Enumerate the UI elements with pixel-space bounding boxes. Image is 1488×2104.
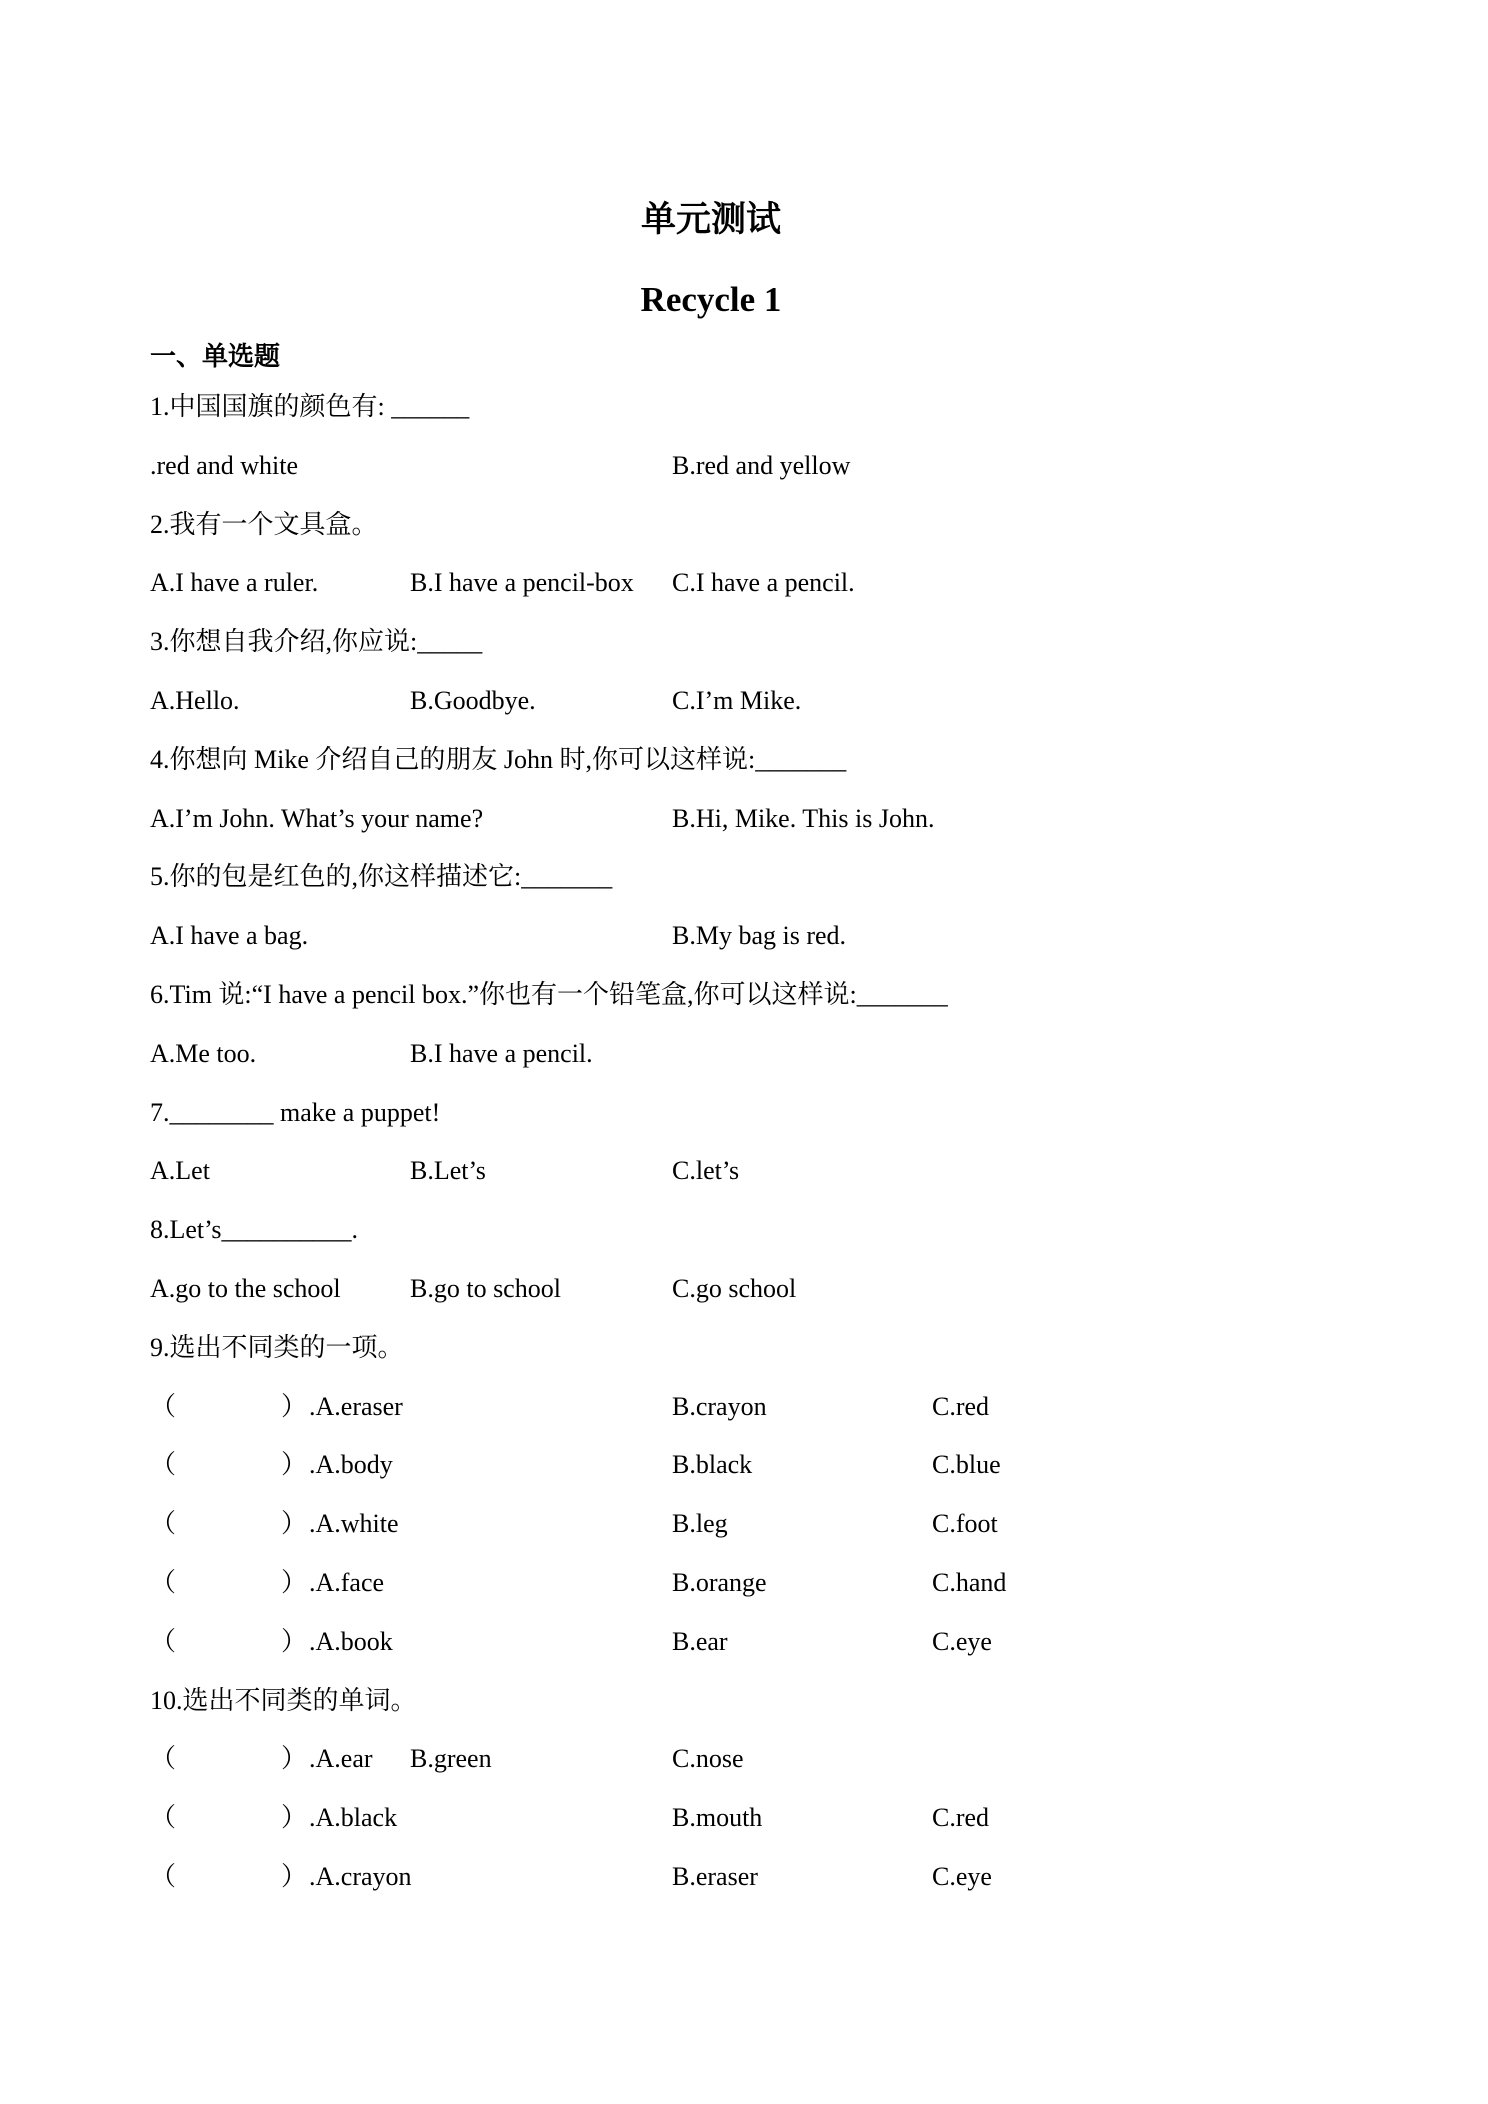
answer-option: C.eye <box>932 1626 992 1656</box>
answer-item-row <box>150 1613 1338 1672</box>
answer-item-row <box>150 1495 1338 1554</box>
answer-option: C.go school <box>672 1273 797 1303</box>
options-row <box>150 672 1338 731</box>
question-row <box>150 378 1338 437</box>
answer-option: .A.book <box>309 1626 393 1656</box>
answer-option: B.My bag is red. <box>672 921 847 951</box>
question-prompt: 6.Tim 说:“I have a pencil box.”你也有一个铅笔盒,你可以这样说:_______ <box>150 979 948 1009</box>
answer-option: .A.white <box>309 1509 399 1539</box>
question-row <box>150 1672 1338 1731</box>
answer-item-row <box>150 1789 1338 1848</box>
answer-option: B.I have a pencil. <box>410 1038 593 1068</box>
answer-option: B.crayon <box>672 1391 767 1421</box>
answer-option: A.I’m John. What’s your name? <box>150 803 484 833</box>
answer-bracket-open: （ <box>150 1861 177 1891</box>
answer-item-row <box>150 1848 1338 1907</box>
answer-bracket-close: ） <box>281 1744 308 1774</box>
answer-option: A.Hello. <box>150 685 240 715</box>
answer-option: B.ear <box>672 1626 728 1656</box>
answer-option: C.red <box>932 1803 990 1833</box>
answer-option: .A.face <box>309 1567 385 1597</box>
answer-option: A.I have a ruler. <box>150 568 319 598</box>
answer-bracket-close: ） <box>281 1450 308 1480</box>
answer-option: C.eye <box>932 1861 992 1891</box>
answer-option: .A.crayon <box>309 1861 412 1891</box>
answer-option: B.Let’s <box>410 1156 486 1186</box>
answer-option: B.black <box>672 1450 753 1480</box>
answer-bracket-close: ） <box>281 1391 308 1421</box>
question-row <box>150 496 1338 555</box>
answer-item-row <box>150 1730 1338 1789</box>
question-row <box>150 1201 1338 1260</box>
answer-option: B.leg <box>672 1509 728 1539</box>
question-prompt: 9.选出不同类的一项。 <box>150 1332 404 1362</box>
answer-bracket-open: （ <box>150 1744 177 1774</box>
page-title: 单元测试 <box>640 200 781 239</box>
answer-option: B.Hi, Mike. This is John. <box>672 803 935 833</box>
question-prompt: 7.________ make a puppet! <box>150 1097 441 1127</box>
answer-bracket-close: ） <box>281 1626 308 1656</box>
question-row <box>150 731 1338 790</box>
answer-option: .A.black <box>309 1803 398 1833</box>
answer-option: C.red <box>932 1391 990 1421</box>
answer-bracket-open: （ <box>150 1391 177 1421</box>
question-row <box>150 966 1338 1025</box>
options-row <box>150 790 1338 849</box>
answer-bracket-close: ） <box>281 1567 308 1597</box>
answer-item-row <box>150 1436 1338 1495</box>
answer-option: B.I have a pencil-box <box>410 568 634 598</box>
options-row <box>150 1025 1338 1084</box>
answer-bracket-open: （ <box>150 1803 177 1833</box>
answer-option: .A.eraser <box>309 1391 403 1421</box>
answer-option: C.nose <box>672 1744 744 1774</box>
answer-bracket-open: （ <box>150 1567 177 1597</box>
answer-option: .A.body <box>309 1450 393 1480</box>
answer-option: C.blue <box>932 1450 1001 1480</box>
answer-bracket-close: ） <box>281 1509 308 1539</box>
question-prompt: 1.中国国旗的颜色有: ______ <box>150 392 470 421</box>
options-row <box>150 554 1338 613</box>
answer-item-row <box>150 1554 1338 1613</box>
question-prompt: 4.你想向 Mike 介绍自己的朋友 John 时,你可以这样说:_______ <box>150 744 847 774</box>
section-heading: 一、单选题 <box>150 342 281 371</box>
question-row <box>150 848 1338 907</box>
answer-option: A.Me too. <box>150 1038 257 1068</box>
answer-option: B.go to school <box>410 1273 561 1303</box>
answer-option: B.red and yellow <box>672 450 851 480</box>
answer-option: B.mouth <box>672 1803 763 1833</box>
answer-bracket-open: （ <box>150 1509 177 1539</box>
options-row <box>150 907 1338 966</box>
answer-option: C.I have a pencil. <box>672 568 855 598</box>
answer-option: C.hand <box>932 1567 1007 1597</box>
answer-option: B.eraser <box>672 1861 758 1891</box>
answer-bracket-open: （ <box>150 1450 177 1480</box>
answer-option: B.green <box>410 1744 492 1774</box>
question-prompt: 10.选出不同类的单词。 <box>150 1685 417 1715</box>
answer-option: A.Let <box>150 1156 210 1186</box>
question-list <box>150 378 1338 1907</box>
page-subtitle: Recycle 1 <box>640 280 782 319</box>
answer-option: A.go to the school <box>150 1273 341 1303</box>
answer-option: .red and white <box>150 450 299 480</box>
options-row <box>150 1260 1338 1319</box>
question-prompt: 8.Let’s__________. <box>150 1215 358 1245</box>
answer-bracket-close: ） <box>281 1861 308 1891</box>
question-prompt: 2.我有一个文具盒。 <box>150 509 378 539</box>
answer-option: C.foot <box>932 1509 998 1539</box>
question-row <box>150 1084 1338 1143</box>
answer-item-row <box>150 1378 1338 1437</box>
question-row <box>150 613 1338 672</box>
options-row <box>150 437 1338 496</box>
answer-option: .A.ear <box>309 1744 373 1774</box>
answer-option: C.I’m Mike. <box>672 685 802 715</box>
question-row <box>150 1319 1338 1378</box>
question-prompt: 5.你的包是红色的,你这样描述它:_______ <box>150 862 613 892</box>
answer-option: C.let’s <box>672 1156 740 1186</box>
answer-bracket-close: ） <box>281 1803 308 1833</box>
question-prompt: 3.你想自我介绍,你应说:_____ <box>150 627 483 657</box>
answer-option: B.Goodbye. <box>410 685 536 715</box>
options-row <box>150 1142 1338 1201</box>
answer-bracket-open: （ <box>150 1626 177 1656</box>
answer-option: A.I have a bag. <box>150 921 309 951</box>
answer-option: B.orange <box>672 1567 767 1597</box>
